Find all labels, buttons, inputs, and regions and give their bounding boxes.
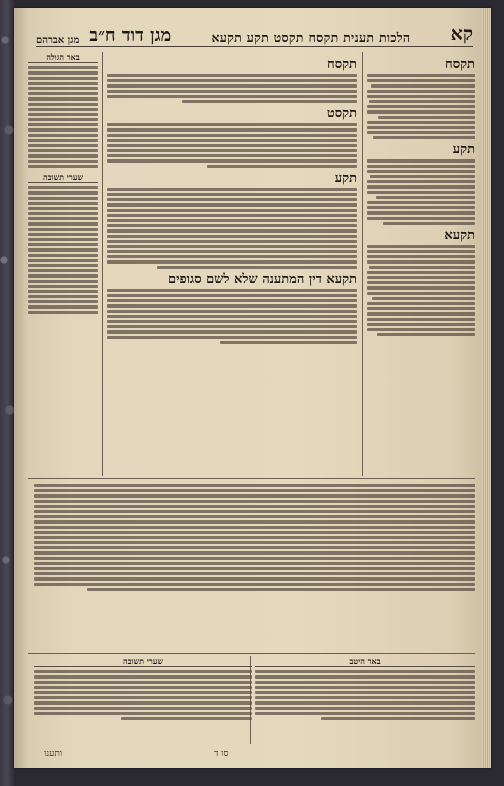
bottom-left-notes <box>34 658 252 744</box>
wide-commentary-block <box>34 482 475 652</box>
text-block <box>367 245 475 336</box>
side-notes-box <box>28 54 98 474</box>
text-block <box>34 670 252 720</box>
main-text-column <box>107 54 357 474</box>
main-section-heading: תקעא דין המתענה שלא לשם סגופים <box>167 271 357 287</box>
text-block <box>28 186 98 314</box>
text-block <box>255 670 475 720</box>
text-block <box>107 123 357 168</box>
section-divider <box>28 478 475 479</box>
text-block <box>107 289 357 344</box>
main-heading-3: תקע <box>334 170 357 186</box>
bottom-right-notes <box>255 658 475 744</box>
bottom-right-title: באר היטב <box>255 658 475 667</box>
page-fore-edge <box>482 8 491 768</box>
header-page-label: מגן דוד ח״ב <box>89 25 172 46</box>
text-block <box>107 74 357 103</box>
header-book-label: מגן אברהם <box>36 35 80 46</box>
signature-mark: סו ד <box>214 749 229 759</box>
column-divider <box>362 52 363 476</box>
left-box-title: שערי תשובה <box>28 174 98 183</box>
main-heading-2: תקסט <box>326 106 357 122</box>
main-heading-1: תקסח <box>327 57 357 72</box>
catchword: ותענו <box>44 749 63 759</box>
page-number: קא <box>450 23 473 45</box>
running-title: הלכות תענית תקסח תקסט תקע תקעא <box>211 30 411 45</box>
right-heading-2: תקע <box>452 142 475 158</box>
column-divider <box>102 52 103 476</box>
bottom-left-title: שערי תשובה <box>34 658 252 667</box>
text-block <box>367 159 475 224</box>
right-heading-3: תקעא <box>444 227 475 243</box>
right-heading-1: תקסח <box>445 57 475 72</box>
right-commentary-column <box>367 54 475 472</box>
header-left <box>36 25 171 46</box>
text-block <box>28 66 98 168</box>
side-box-title: באר הגולה <box>28 54 98 63</box>
book-cover-edge <box>0 0 14 786</box>
text-block <box>107 188 357 269</box>
book-page <box>14 8 491 768</box>
section-divider <box>28 653 475 654</box>
text-block <box>367 74 475 139</box>
page-header <box>36 23 473 47</box>
text-block <box>34 484 475 591</box>
